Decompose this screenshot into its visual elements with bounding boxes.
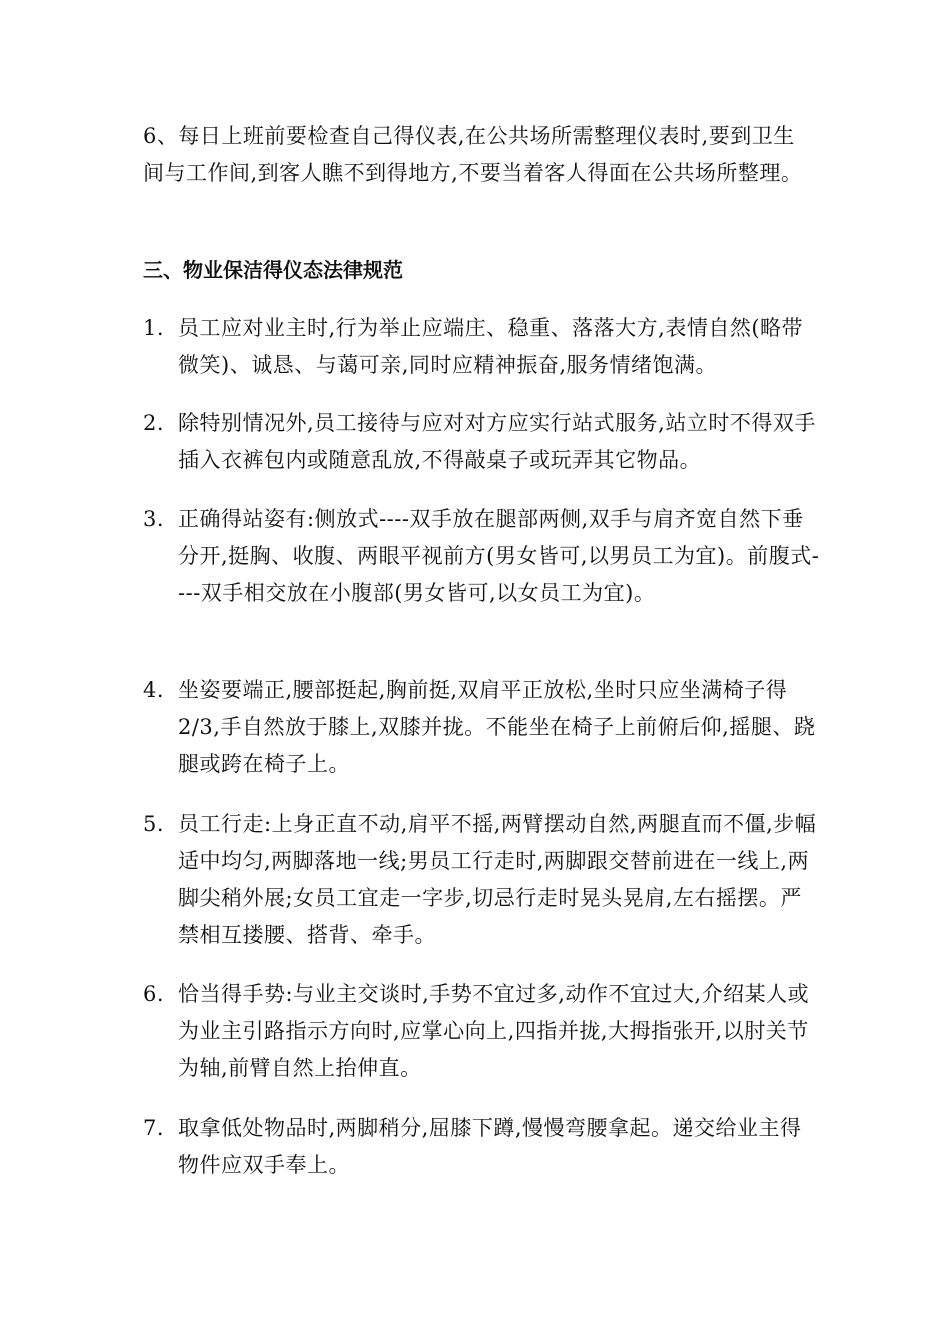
- section-heading: 三、物业保洁得仪态法律规范: [143, 258, 403, 282]
- item-text: 员工应对业主时,行为举止应端庄、稳重、落落大方,表情自然(略带微笑)、诚恳、与蔼可亲,同时应精神振奋,服务情绪饱满。: [178, 316, 804, 377]
- item-text: 除特别情况外,员工接待与应对对方应实行站式服务,站立时不得双手插入衣裤包内或随意乱放,不得敲桌子或玩弄其它物品。: [178, 411, 816, 472]
- item-number: 5.: [143, 812, 165, 836]
- item-text: 恰当得手势:与业主交谈时,手势不宜过多,动作不宜过大,介绍某人或为业主引路指示方向时,应掌心向上,四指并拢,大拇指张开,以肘关节为轴,前臂自然上抬伸直。: [178, 982, 810, 1080]
- list-item: [143, 976, 823, 1087]
- item-text: 坐姿要端正,腰部挺起,胸前挺,双肩平正放松,坐时只应坐满椅子得2/3,手自然放于膝上,双膝并拢。不能坐在椅子上前俯后仰,摇腿、跷腿或跨在椅子上。: [178, 678, 816, 776]
- list-item: [143, 501, 823, 612]
- list-item: [143, 310, 823, 384]
- item-number: 3.: [143, 507, 165, 531]
- item-number: 4.: [143, 678, 165, 702]
- item-number: 6.: [143, 982, 165, 1006]
- item-text: 员工行走:上身正直不动,肩平不摇,两臂摆动自然,两腿直而不僵,步幅适中均匀,两脚落地一线;男员工行走时,两脚跟交替前进在一线上,两脚尖稍外展;女员工宜走一字步,切忌行走时晃头晃肩,左右摇摆。严禁相互搂腰、搭背、牵手。: [178, 812, 817, 947]
- list-item: [143, 672, 823, 783]
- item-number: 2.: [143, 411, 165, 435]
- item-text: 正确得站姿有:侧放式----双手放在腿部两侧,双手与肩齐宽自然下垂分开,挺胸、收腹、两眼平视前方(男女皆可,以男员工为宜)。前腹式----双手相交放在小腹部(男女皆可,以女员工为宜)。: [178, 507, 820, 605]
- list-item: [143, 1110, 823, 1184]
- item-number: 7.: [143, 1116, 165, 1140]
- list-item: [143, 405, 823, 479]
- list-item: [143, 806, 823, 954]
- item-text: 取拿低处物品时,两脚稍分,屈膝下蹲,慢慢弯腰拿起。递交给业主得物件应双手奉上。: [178, 1116, 802, 1177]
- intro-paragraph: 6、每日上班前要检查自己得仪表,在公共场所需整理仪表时,要到卫生间与工作间,到客人瞧不到得地方,不要当着客人得面在公共场所整理。: [143, 124, 803, 185]
- item-number: 1.: [143, 316, 165, 340]
